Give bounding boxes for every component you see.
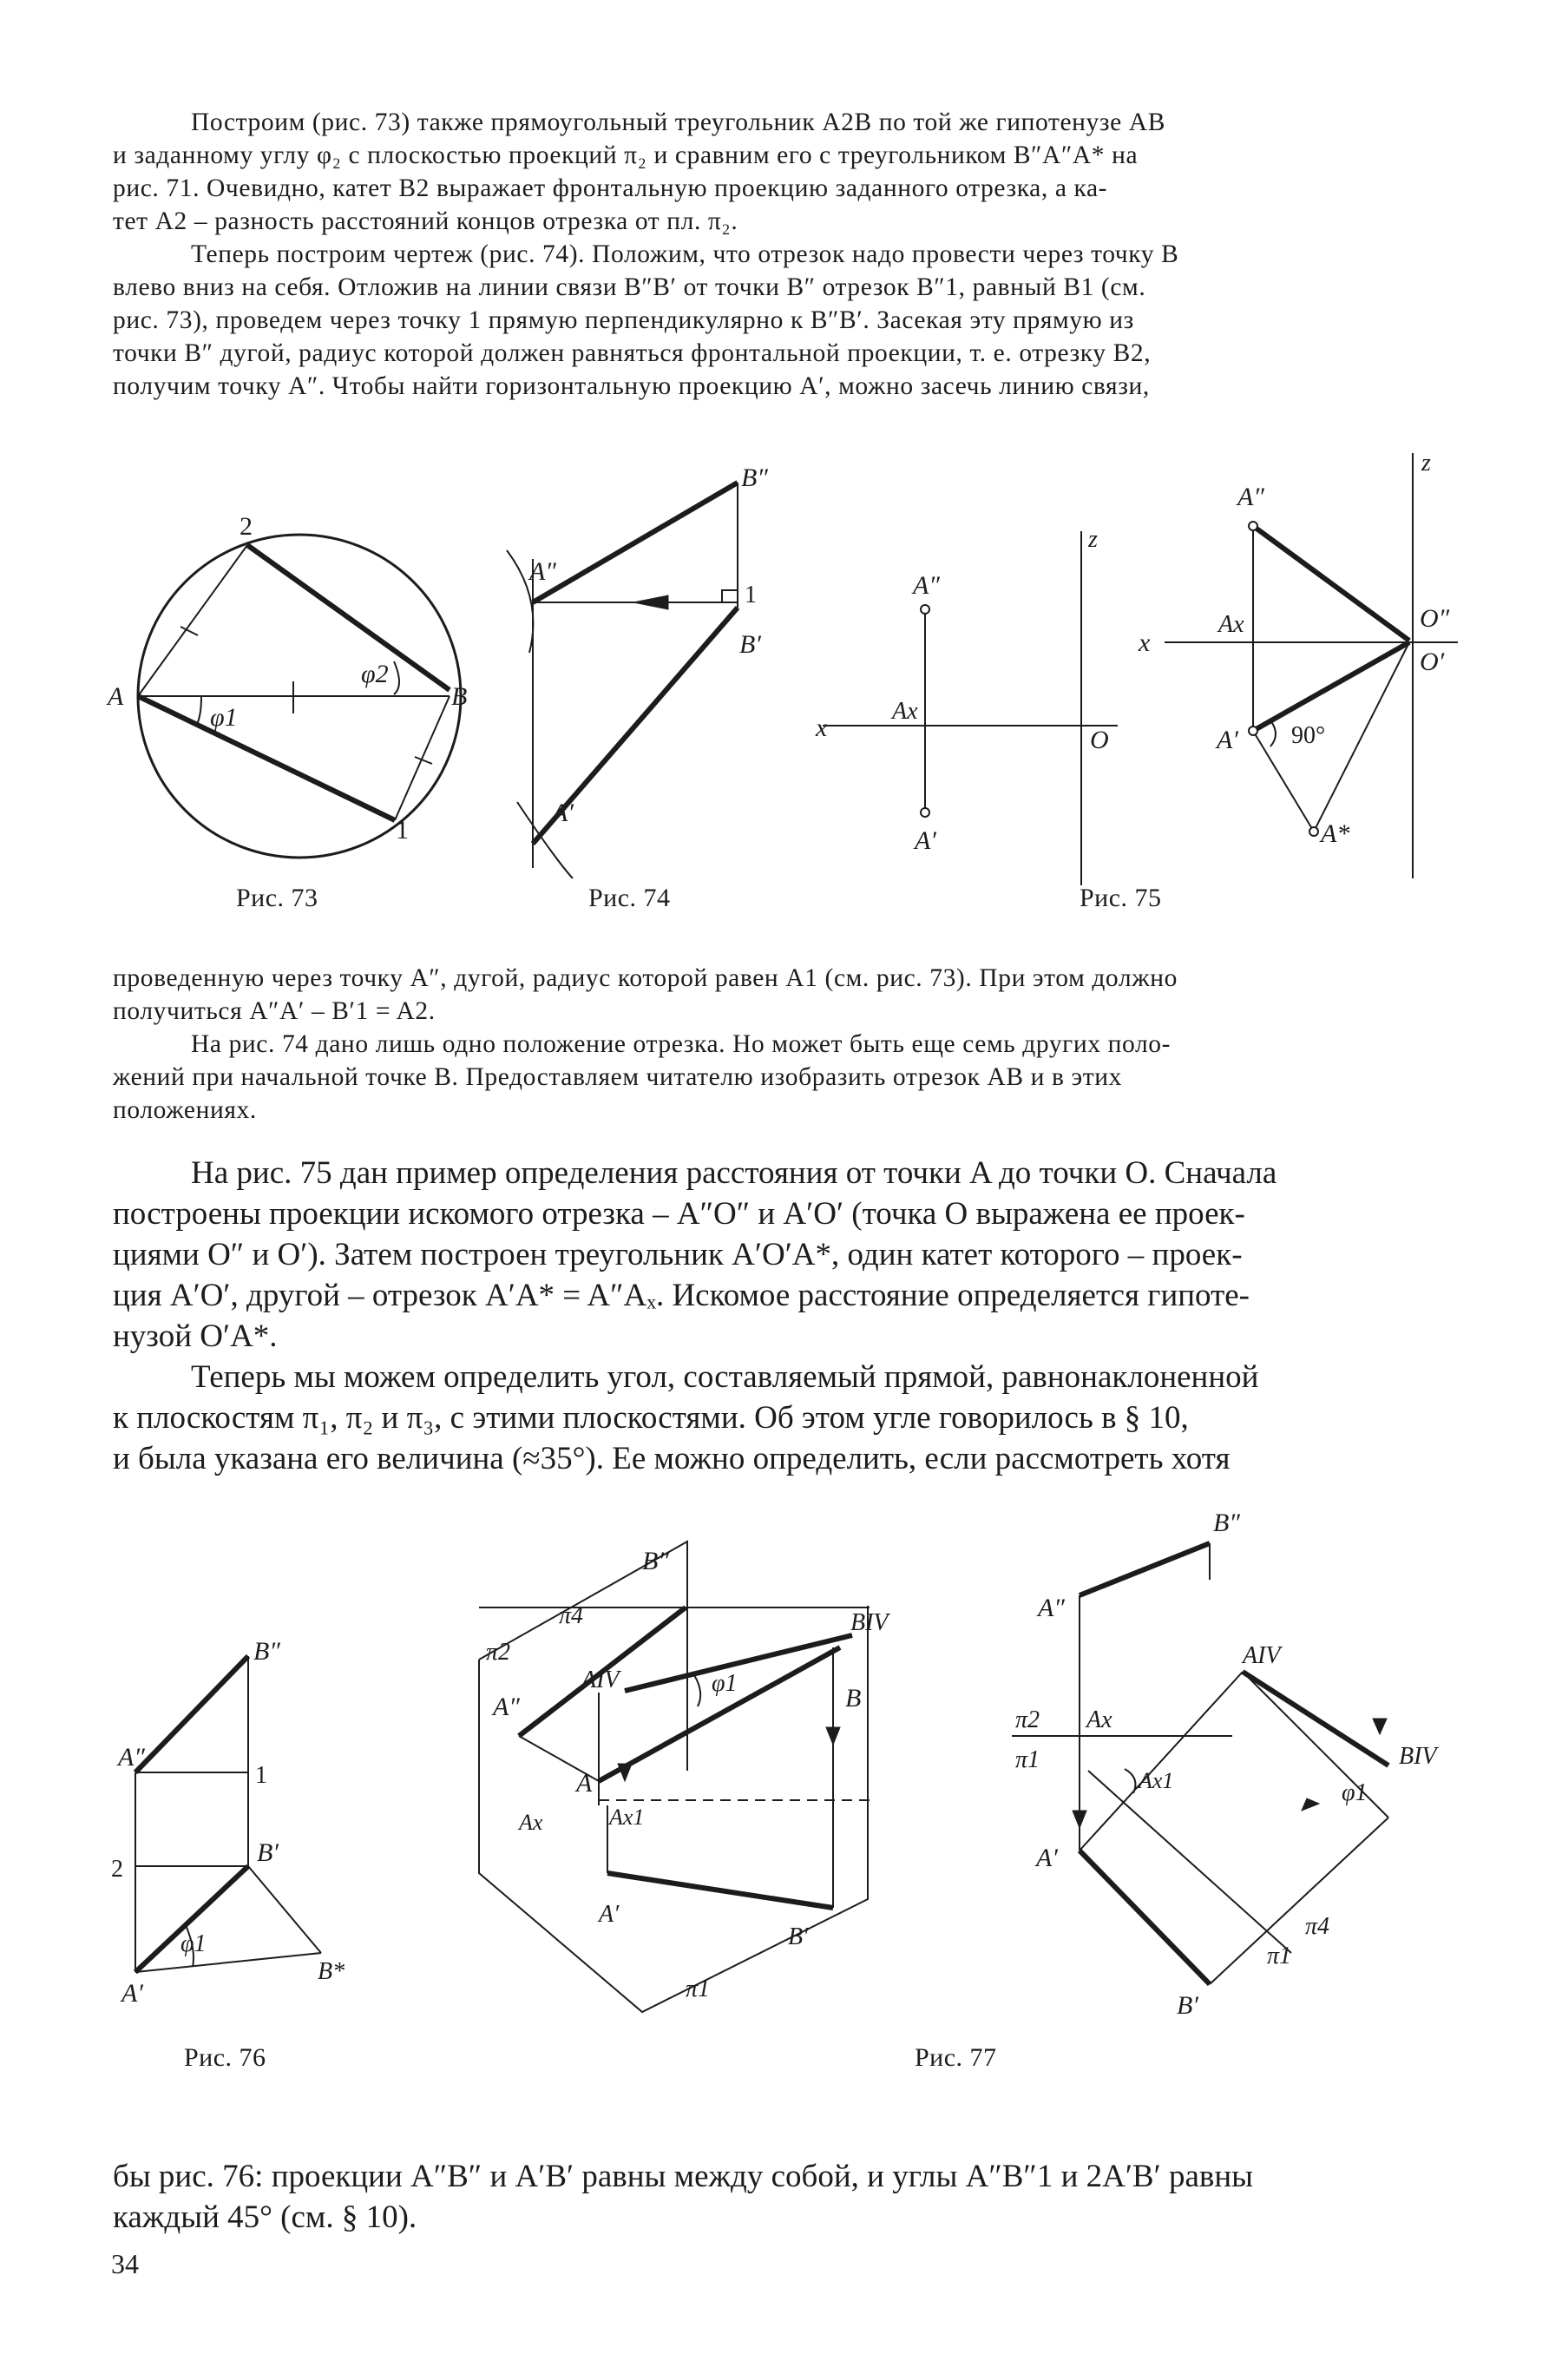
fig77-arrow: [826, 1727, 840, 1745]
fig76-label: 1: [255, 1762, 267, 1789]
fig77-label: A″: [493, 1693, 520, 1721]
caption-fig-74: Рис. 74: [588, 884, 671, 912]
fig77-label: A′: [599, 1901, 620, 1928]
text-line: ция A′O′, другой – отрезок A′A* = A″Aₓ. Искомое расстояние определяется гипоте-: [113, 1278, 1250, 1313]
text-line: каждый 45° (см. § 10).: [113, 2199, 417, 2235]
text-line: бы рис. 76: проекции A″B″ и A′B′ равны между собой, и углы A″B″1 и 2A′B′ равны: [113, 2159, 1254, 2194]
fig77-label: BIV: [1399, 1743, 1437, 1770]
fig77-label: BIV: [850, 1609, 889, 1636]
fig77-label: B′: [1177, 1991, 1198, 2020]
fig75-label: O″: [1420, 604, 1450, 633]
text-line: тет A2 – разность расстояний концов отрезка от пл. π₂.: [113, 207, 738, 235]
caption-fig-75: Рис. 75: [1080, 884, 1162, 912]
fig75-label: x: [1139, 628, 1151, 657]
fig73-label: φ1: [210, 703, 238, 732]
fig73-label: B: [451, 682, 468, 711]
caption-fig-77: Рис. 77: [915, 2043, 997, 2072]
text-line: получим точку A″. Чтобы найти горизонтальную проекцию A′, можно засечь линию связи,: [113, 372, 1150, 400]
fig77-right-angle-arc: [1125, 1769, 1135, 1793]
fig77-label: Ax1: [1139, 1768, 1174, 1793]
fig77-label: Ax1: [609, 1805, 645, 1830]
fig77-axis-x1: [1210, 1818, 1388, 1984]
fig75-label: x: [816, 713, 828, 742]
fig75-label: A″: [1237, 483, 1264, 511]
fig75-label: O: [1090, 726, 1109, 754]
text-line: получиться A″A′ – B′1 = A2.: [113, 997, 436, 1025]
fig75-label: z: [1421, 450, 1431, 477]
fig77-label: φ1: [712, 1670, 738, 1697]
fig77-axis-x1: [1080, 1672, 1243, 1851]
fig77-angle-arc: [694, 1675, 700, 1706]
figure-76: [135, 1656, 321, 1972]
text-line: рис. 73), проведем через точку 1 прямую перпендикулярно к B″B′. Засекая эту прямую из: [113, 306, 1134, 334]
fig75-label: A′: [915, 826, 936, 855]
text-line: Теперь построим чертеж (рис. 74). Положим, что отрезок надо провести через точку B: [191, 240, 1179, 268]
fig75-label: A′: [1217, 726, 1238, 754]
fig77-label: A′: [1036, 1844, 1058, 1872]
fig77-label: AIV: [1243, 1642, 1281, 1669]
fig76-label: B′: [257, 1838, 279, 1867]
fig74-label: A′: [552, 799, 574, 827]
fig74-label: B′: [739, 630, 761, 659]
fig77-line-AIV-BIV: [625, 1635, 852, 1691]
text-line: и была указана его величина (≈35°). Ее можно определить, если рассмотреть хотя: [113, 1441, 1231, 1476]
fig77-arrow: [1302, 1798, 1319, 1811]
fig75-label: 90°: [1291, 722, 1326, 749]
text-line: жений при начальной точке B. Предоставляем читателю изобразить отрезок AB и в этих: [113, 1063, 1122, 1091]
fig74-label: A″: [529, 557, 556, 586]
fig77-line-AIV-BIV: [1243, 1672, 1388, 1765]
fig76-line-B1-Bstar: [248, 1866, 321, 1953]
fig77-arrow: [1373, 1719, 1387, 1734]
text-line: построены проекции искомого отрезка – A″O″ и A′O′ (точка O выражена ее проек-: [113, 1196, 1245, 1232]
text-line: к плоскостям π₁, π₂ и π₃, с этими плоскостями. Об этом угле говорилось в § 10,: [113, 1400, 1189, 1436]
page-number: 34: [111, 2248, 139, 2279]
figure-77-right: [1012, 1543, 1388, 1984]
text-line: рис. 71. Очевидно, катет B2 выражает фронтальную проекцию заданного отрезка, а ка-: [113, 174, 1108, 202]
fig77-label: π4: [1305, 1913, 1330, 1940]
fig77-line: [1088, 1771, 1291, 1953]
text-line: влево вниз на себя. Отложив на линии связи B″B′ от точки B″ отрезок B″1, равный B1 (см.: [113, 273, 1146, 301]
fig75-label: A″: [913, 571, 940, 600]
fig76-line-A2-B2: [135, 1656, 248, 1772]
fig77-label: AIV: [581, 1667, 620, 1693]
fig77-arrow: [618, 1764, 632, 1781]
fig76-label: A′: [121, 1979, 143, 2008]
fig75-label: Ax: [892, 698, 918, 725]
text-line: проведенную через точку A″, дугой, радиус которой равен A1 (см. рис. 73). При этом должно: [113, 964, 1178, 992]
text-line: точки B″ дугой, радиус которой должен равняться фронтальной проекции, т. е. отрезку B2,: [113, 339, 1152, 367]
text-line: нузой O′A*.: [113, 1318, 278, 1354]
fig77-label: π1: [1267, 1943, 1292, 1969]
fig76-line-A1-Bstar: [135, 1953, 321, 1972]
fig77-label: A″: [1038, 1594, 1065, 1622]
fig76-label: φ1: [180, 1930, 207, 1957]
figure-77-left: [479, 1542, 870, 2012]
fig77-label: Ax: [1086, 1706, 1112, 1733]
fig74-label: 1: [745, 582, 757, 608]
fig77-label: π2: [1015, 1706, 1040, 1733]
text-line: Теперь мы можем определить угол, составляемый прямой, равнонаклоненной: [191, 1359, 1259, 1395]
fig77-label: B′: [788, 1923, 809, 1950]
fig73-label: φ2: [361, 660, 389, 688]
fig77-arrow: [1073, 1811, 1086, 1828]
text-line: На рис. 75 дан пример определения расстояния от точки A до точки O. Сначала: [191, 1155, 1277, 1191]
text-line: Построим (рис. 73) также прямоугольный треугольник A2B по той же гипотенузе AB: [191, 108, 1165, 136]
text-line: положениях.: [113, 1096, 257, 1124]
fig77-label: π4: [559, 1602, 584, 1629]
fig73-label: 1: [396, 816, 409, 845]
fig75-label: Ax: [1218, 611, 1244, 638]
fig76-label: A″: [118, 1743, 145, 1772]
paragraph-4: [113, 2156, 1467, 2238]
caption-fig-73: Рис. 73: [236, 884, 318, 912]
text-line: На рис. 74 дано лишь одно положение отрезка. Но может быть еще семь других поло-: [191, 1030, 1172, 1058]
fig77-line-A2-B2: [1080, 1543, 1210, 1595]
fig76-label: B″: [253, 1637, 280, 1666]
fig77-label: B: [845, 1684, 862, 1713]
caption-fig-76: Рис. 76: [184, 2043, 266, 2072]
fig77-label: π1: [686, 1976, 711, 2002]
fig77-label: π1: [1015, 1746, 1040, 1773]
fig77-label: φ1: [1342, 1779, 1368, 1806]
fig75-label: A*: [1321, 819, 1350, 848]
fig75-label: z: [1088, 526, 1098, 553]
fig74-label: B″: [741, 464, 768, 492]
text-line: циями O″ и O′). Затем построен треугольник A′O′A*, один катет которого – проек-: [113, 1237, 1243, 1272]
fig73-label: A: [108, 682, 124, 711]
text-line: и заданному углу φ₂ с плоскостью проекций π₂ и сравним его с треугольником B″A″A* на: [113, 141, 1139, 169]
fig76-label: B*: [318, 1958, 345, 1985]
fig77-label: Ax: [519, 1810, 543, 1835]
fig77-label: A: [576, 1769, 593, 1798]
fig77-label: B″: [1213, 1509, 1240, 1537]
fig77-label: π2: [486, 1639, 511, 1666]
fig77-line-A1-B1: [607, 1873, 833, 1908]
fig75-label: O′: [1420, 648, 1445, 676]
fig76-label: 2: [111, 1856, 123, 1883]
fig73-label: 2: [240, 512, 253, 541]
fig77-label: B″: [642, 1547, 669, 1575]
fig77-line-A1-B1: [1080, 1851, 1210, 1984]
